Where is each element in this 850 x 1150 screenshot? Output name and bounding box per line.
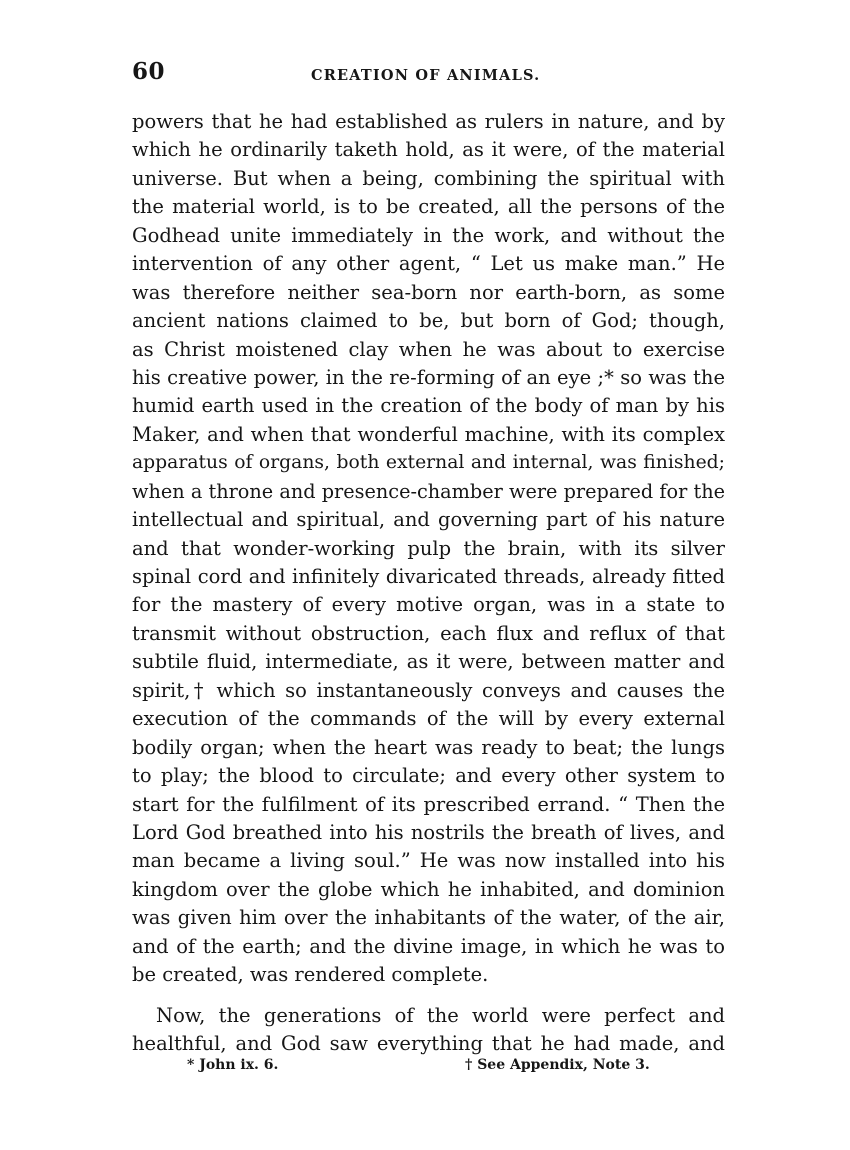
text-line: the material world, is to be created, all the persons of the — [132, 195, 725, 219]
text-line: man became a living soul.” He was now installed into his — [132, 849, 725, 873]
text-line: subtile fluid, intermediate, as it were, between matter and — [132, 650, 725, 674]
text-line: Maker, and when that wonderful machine, with its complex — [132, 422, 725, 446]
text-line: for the mastery of every motive organ, was in a state to — [132, 593, 725, 617]
text-line: was given him over the inhabitants of the water, of the air, — [132, 906, 725, 930]
paragraph-spacer — [132, 990, 725, 1002]
page-number: 60 — [132, 58, 166, 85]
text-line: spinal cord and infinitely divaricated threads, already fitted — [132, 565, 725, 588]
text-line: healthful, and God saw everything that he had made, and — [132, 1032, 725, 1055]
text-line: kingdom over the globe which he inhabited, and dominion — [132, 877, 725, 901]
footnote-2: † See Appendix, Note 3. — [465, 1057, 650, 1073]
text-line: intellectual and spiritual, and governing part of his nature — [132, 508, 725, 532]
text-line: bodily organ; when the heart was ready to beat; the lungs — [132, 735, 725, 759]
text-line: ancient nations claimed to be, but born of God; though, — [132, 309, 725, 333]
text-line: universe. But when a being, combining the spiritual with — [132, 166, 725, 190]
running-head: CREATION OF ANIMALS. — [311, 67, 541, 84]
text-line: humid earth used in the creation of the body of man by his — [132, 394, 725, 418]
text-line: apparatus of organs, both external and internal, was finished; — [132, 452, 725, 474]
footnote-1: * John ix. 6. — [187, 1057, 279, 1073]
text-line: start for the fulfilment of its prescribed errand. “ Then the — [132, 792, 725, 816]
body-text — [132, 108, 725, 1058]
text-line: and that wonder-working pulp the brain, with its silver — [132, 536, 725, 560]
text-line: Now, the generations of the world were perfect and — [156, 1003, 725, 1027]
text-line: was therefore neither sea-born nor earth-born, as some — [132, 280, 725, 304]
text-line: and of the earth; and the divine image, in which he was to — [132, 934, 725, 958]
text-line: as Christ moistened clay when he was about to exercise — [132, 337, 725, 361]
text-line: when a throne and presence-chamber were prepared for the — [132, 479, 725, 503]
text-line: spirit,† which so instantaneously conveys and causes the — [132, 678, 725, 702]
text-line: which he ordinarily taketh hold, as it were, of the material — [132, 138, 725, 162]
text-line: Lord God breathed into his nostrils the breath of lives, and — [132, 820, 725, 844]
text-line: powers that he had established as rulers in nature, and by — [132, 110, 725, 133]
paragraph-2 — [132, 1002, 725, 1059]
text-line: to play; the blood to circulate; and every other system to — [132, 764, 725, 788]
text-line: Godhead unite immediately in the work, and without the — [132, 223, 725, 247]
text-line: be created, was rendered complete. — [132, 963, 489, 987]
text-line: intervention of any other agent, “ Let us make man.” He — [132, 252, 725, 276]
text-line: execution of the commands of the will by every external — [132, 707, 725, 731]
text-line: transmit without obstruction, each flux and reflux of that — [132, 621, 725, 645]
text-line: his creative power, in the re-forming of an eye ;* so was the — [132, 365, 725, 389]
paragraph-1 — [132, 108, 725, 990]
